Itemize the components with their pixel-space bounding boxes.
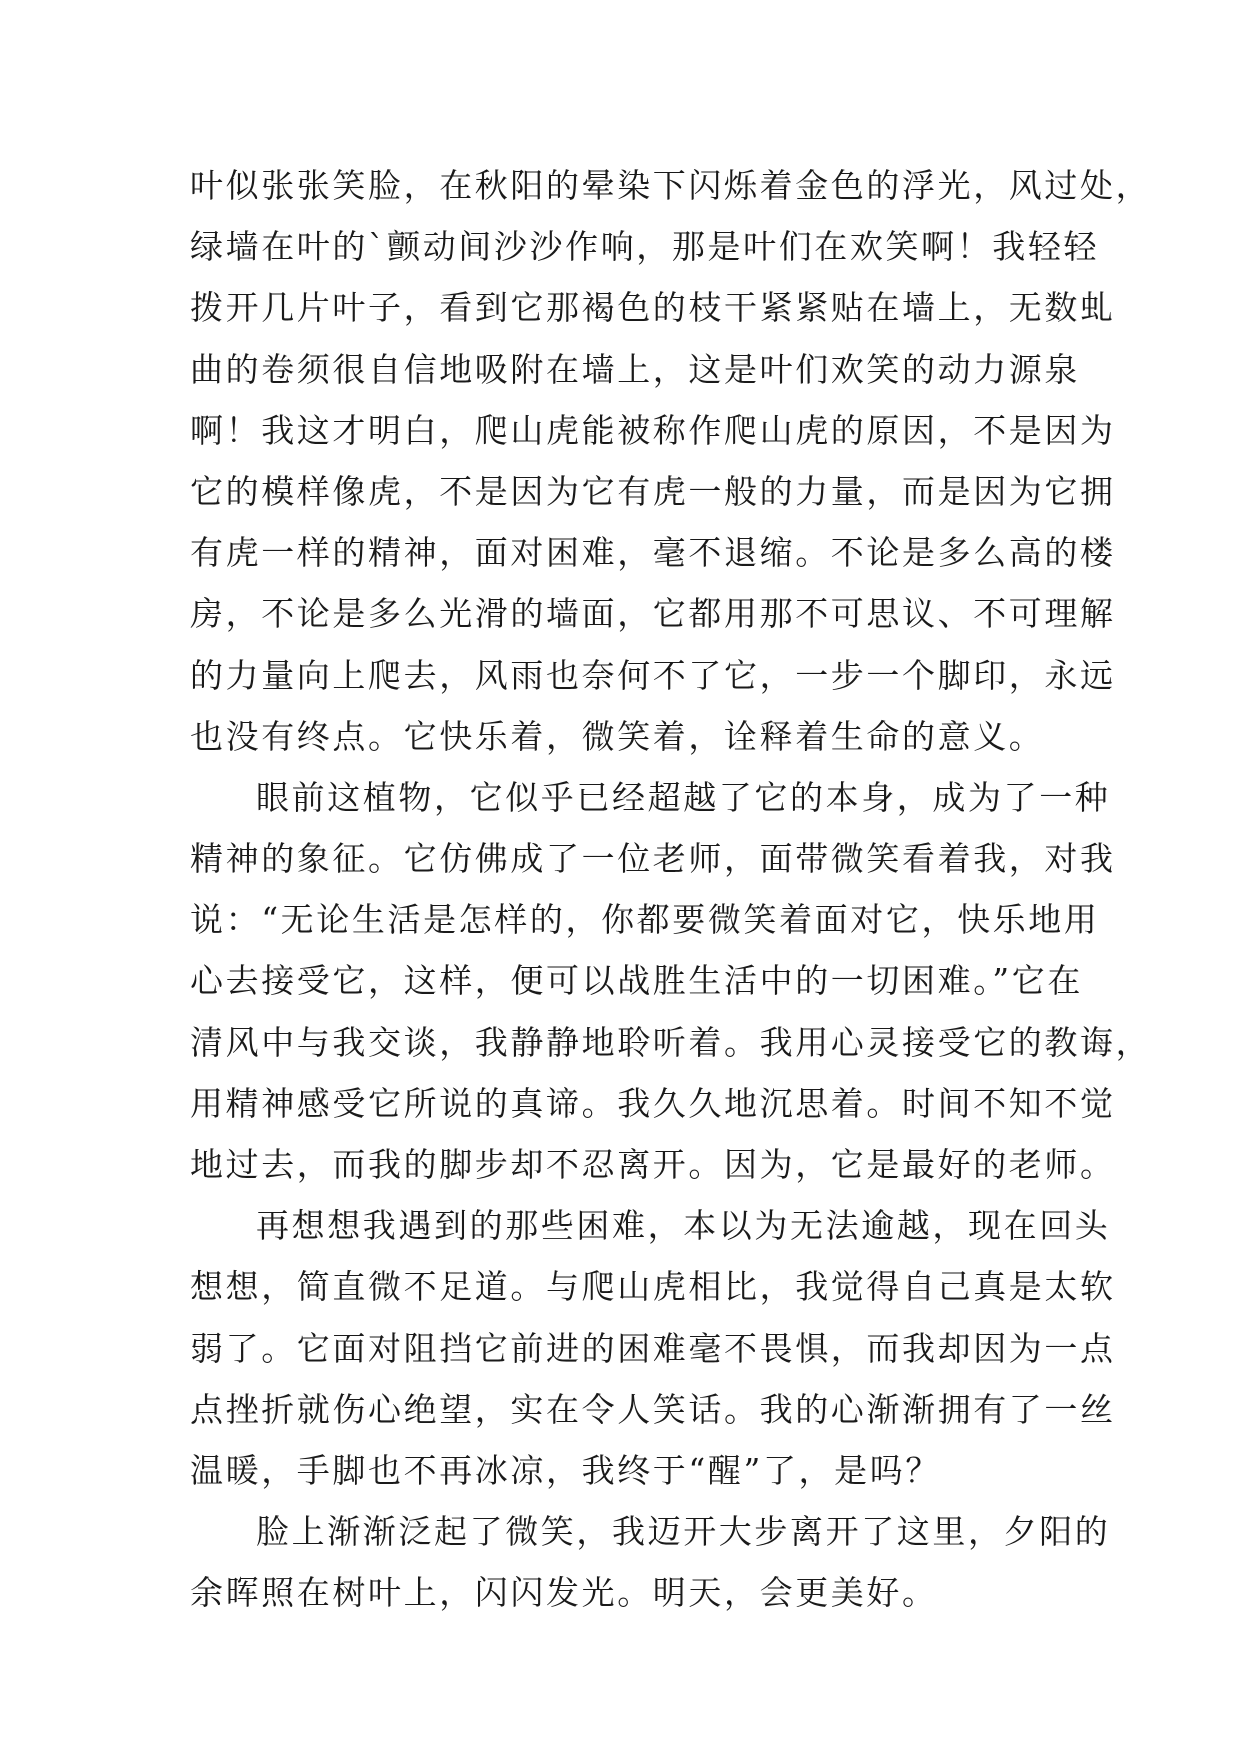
text-line: 余晖照在树叶上，闪闪发光。明天，会更美好。 [190, 1573, 938, 1613]
text-line: 的力量向上爬去，风雨也奈何不了它，一步一个脚印，永远 [190, 655, 1116, 695]
text-line: 有虎一样的精神，面对困难，毫不退缩。不论是多么高的楼 [190, 533, 1116, 573]
essay-body [190, 155, 1152, 1624]
text-line: 绿墙在叶的`颤动间沙沙作响，那是叶们在欢笑啊！我轻轻 [190, 227, 1100, 267]
paragraph-start-line: 脸上渐渐泛起了微笑，我迈开大步离开了这里，夕阳的 [256, 1512, 1111, 1552]
text-line: 它的模样像虎，不是因为它有虎一般的力量，而是因为它拥 [190, 471, 1116, 511]
text-line: 清风中与我交谈，我静静地聆听着。我用心灵接受它的教诲， [190, 1022, 1152, 1062]
text-line: 曲的卷须很自信地吸附在墙上，这是叶们欢笑的动力源泉 [190, 349, 1080, 389]
text-line: 心去接受它，这样，便可以战胜生活中的一切困难。”它在 [190, 961, 1083, 1001]
text-line: 说：“无论生活是怎样的，你都要微笑着面对它，快乐地用 [190, 900, 1100, 940]
text-line: 拨开几片叶子，看到它那褐色的枝干紧紧贴在墙上，无数虬 [190, 288, 1116, 328]
text-line: 房，不论是多么光滑的墙面，它都用那不可思议、不可理解 [190, 594, 1116, 634]
paragraph-start-line: 再想想我遇到的那些困难，本以为无法逾越，现在回头 [256, 1206, 1111, 1246]
text-line: 地过去，而我的脚步却不忍离开。因为，它是最好的老师。 [190, 1145, 1116, 1184]
text-line: 啊！我这才明白，爬山虎能被称作爬山虎的原因，不是因为 [190, 410, 1116, 450]
text-line: 弱了。它面对阻挡它前进的困难毫不畏惧，而我却因为一点 [190, 1328, 1116, 1368]
text-line: 用精神感受它所说的真谛。我久久地沉思着。时间不知不觉 [190, 1083, 1116, 1123]
text-line: 精神的象征。它仿佛成了一位老师，面带微笑看着我，对我 [190, 839, 1116, 879]
text-line: 点挫折就伤心绝望，实在令人笑话。我的心渐渐拥有了一丝 [190, 1389, 1116, 1429]
text-line: 想想，简直微不足道。与爬山虎相比，我觉得自己真是太软 [190, 1267, 1116, 1307]
text-line: 叶似张张笑脸，在秋阳的晕染下闪烁着金色的浮光，风过处， [190, 166, 1152, 205]
text-line: 也没有终点。它快乐着，微笑着，诠释着生命的意义。 [190, 716, 1045, 756]
text-line: 温暖，手脚也不再冰凉，我终于“醒”了，是吗？ [190, 1450, 941, 1490]
paragraph-start-line: 眼前这植物，它似乎已经超越了它的本身，成为了一种 [256, 777, 1111, 817]
